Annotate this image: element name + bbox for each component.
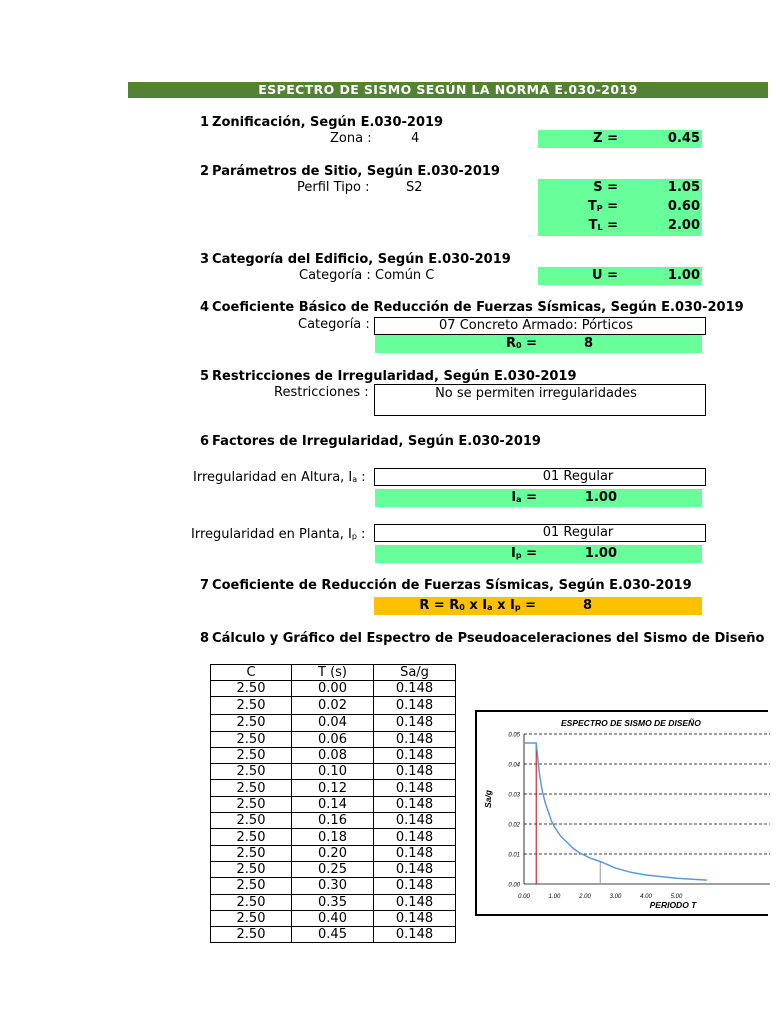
r0-value: 8 — [583, 336, 593, 351]
section-3-title: Categoría del Edificio, Según E.030-2019 — [212, 252, 511, 267]
table-header-cell: Sa/g — [374, 665, 456, 681]
table-cell[interactable]: 0.148 — [374, 894, 456, 910]
u-value: 1.00 — [667, 268, 700, 283]
table-row — [211, 878, 456, 894]
ia-value: 1.00 — [584, 490, 617, 505]
table-cell[interactable]: 0.25 — [292, 861, 374, 877]
section-4-heading: 4 Coeficiente Básico de Reducción de Fuerzas Sísmicas, Según E.030-2019 — [200, 300, 744, 315]
section-5-heading: 5 Restricciones de Irregularidad, Según E.030-2019 — [200, 369, 577, 384]
table-cell[interactable]: 0.148 — [374, 731, 456, 747]
x-axis-label: PERIODO T — [649, 900, 697, 910]
table-cell[interactable]: 2.50 — [211, 796, 292, 812]
table-header-row — [211, 665, 456, 681]
section-8-heading: 8 Cálculo y Gráfico del Espectro de Pseudoaceleraciones del Sismo de Diseño — [200, 631, 765, 646]
y-tick-label: 0.03 — [508, 792, 520, 799]
table-cell[interactable]: 0.148 — [374, 861, 456, 877]
section-8-title: Cálculo y Gráfico del Espectro de Pseudoaceleraciones del Sismo de Diseño — [212, 631, 765, 646]
table-row — [211, 927, 456, 943]
table-cell[interactable]: 2.50 — [211, 829, 292, 845]
table-header-cell: T (s) — [292, 665, 374, 681]
s-value: 1.05 — [667, 180, 700, 195]
irregularidad-planta-label: Irregularidad en Planta, $I_p$ : — [191, 527, 366, 542]
spectrum-chart — [475, 710, 768, 916]
table-row — [211, 697, 456, 715]
table-cell[interactable]: 2.50 — [211, 780, 292, 796]
table-cell[interactable]: 0.08 — [292, 747, 374, 763]
table-row — [211, 861, 456, 877]
y-tick-label: 0.02 — [508, 822, 520, 829]
table-header-cell: C — [211, 665, 292, 681]
title-banner — [128, 82, 768, 98]
table-cell[interactable]: 2.50 — [211, 813, 292, 829]
table-cell[interactable]: 2.50 — [211, 927, 292, 943]
table-cell[interactable]: 0.148 — [374, 681, 456, 697]
ip-value-box: $I_p$ = 1.00 — [375, 545, 702, 563]
sistema-value: 07 Concreto Armado: Pórticos — [439, 318, 633, 333]
z-value: 0.45 — [667, 131, 700, 146]
site-params-box: S = 1.05 $T_P$ = 0.60 $T_L$ = 2.00 — [538, 179, 702, 236]
table-cell[interactable]: 2.50 — [211, 697, 292, 715]
table-cell[interactable]: 0.45 — [292, 927, 374, 943]
table-row — [211, 829, 456, 845]
x-tick-label: 2.00 — [579, 894, 591, 900]
table-cell[interactable]: 2.50 — [211, 878, 292, 894]
zona-label: Zona : — [330, 131, 372, 146]
chart-title: ESPECTRO DE SISMO DE DISEÑO — [561, 718, 701, 728]
table-row — [211, 681, 456, 697]
ip-value: 1.00 — [584, 546, 617, 561]
table-cell[interactable]: 0.40 — [292, 910, 374, 926]
table-cell[interactable]: 0.14 — [292, 796, 374, 812]
y-tick-label: 0.05 — [508, 732, 520, 739]
categoria-edificio-label: Categoría : — [299, 268, 371, 283]
table-row — [211, 731, 456, 747]
tp-value: 0.60 — [667, 199, 700, 214]
table-cell[interactable]: 0.04 — [292, 715, 374, 731]
table-cell[interactable]: 2.50 — [211, 764, 292, 780]
table-cell[interactable]: 2.50 — [211, 715, 292, 731]
table-cell[interactable]: 0.30 — [292, 878, 374, 894]
table-cell[interactable]: 0.02 — [292, 697, 374, 715]
table-cell[interactable]: 2.50 — [211, 681, 292, 697]
irregularidad-planta-select[interactable] — [374, 524, 706, 542]
table-cell[interactable]: 0.10 — [292, 764, 374, 780]
table-cell[interactable]: 0.148 — [374, 845, 456, 861]
y-axis-label: Sa/g — [483, 790, 493, 808]
irregularidad-altura-select[interactable] — [374, 468, 706, 486]
tl-value: 2.00 — [667, 218, 700, 233]
section-3-heading: 3 Categoría del Edificio, Según E.030-2019 — [200, 252, 511, 267]
u-value-box: U = 1.00 — [538, 267, 702, 285]
table-cell[interactable]: 2.50 — [211, 731, 292, 747]
banner-title: ESPECTRO DE SISMO SEGÚN LA NORMA E.030-2019 — [258, 82, 638, 97]
table-cell[interactable]: 0.148 — [374, 878, 456, 894]
restricciones-label: Restricciones : — [274, 385, 369, 400]
y-tick-label: 0.01 — [508, 852, 520, 859]
table-cell[interactable]: 0.148 — [374, 910, 456, 926]
section-5-title: Restricciones de Irregularidad, Según E.030-2019 — [212, 369, 577, 384]
table-cell[interactable]: 0.16 — [292, 813, 374, 829]
table-cell[interactable]: 0.148 — [374, 697, 456, 715]
table-cell[interactable]: 0.148 — [374, 927, 456, 943]
irregularidad-planta-value: 01 Regular — [542, 525, 614, 540]
spectrum-chart-svg — [477, 712, 770, 918]
z-value-box: Z = 0.45 — [538, 130, 702, 148]
table-cell[interactable]: 0.148 — [374, 780, 456, 796]
irregularidad-altura-label: Irregularidad en Altura, $I_a$ : — [193, 470, 366, 485]
sistema-select[interactable] — [374, 317, 706, 335]
table-cell[interactable]: 0.06 — [292, 731, 374, 747]
table-cell[interactable]: 2.50 — [211, 894, 292, 910]
section-2-heading: 2 Parámetros de Sitio, Según E.030-2019 — [200, 164, 500, 179]
r-value: 8 — [582, 598, 592, 613]
restricciones-box[interactable] — [374, 384, 706, 416]
perfil-label: Perfil Tipo : — [297, 180, 370, 195]
x-tick-label: 5.00 — [670, 894, 683, 900]
section-4-title: Coeficiente Básico de Reducción de Fuerzas Sísmicas, Según E.030-2019 — [212, 300, 744, 315]
y-tick-label: 0.00 — [508, 882, 520, 889]
x-tick-label: 4.00 — [640, 894, 652, 900]
r0-value-box: $R_0$ = 8 — [375, 335, 702, 353]
table-cell[interactable]: 2.50 — [211, 861, 292, 877]
sistema-label: Categoría : — [298, 317, 370, 332]
table-cell[interactable]: 0.148 — [374, 829, 456, 845]
x-tick-label: 0.00 — [518, 894, 530, 900]
section-7-heading: 7 Coeficiente de Reducción de Fuerzas Sísmicas, Según E.030-2019 — [200, 578, 692, 593]
table-cell[interactable]: 0.18 — [292, 829, 374, 845]
spectrum-line — [524, 743, 707, 880]
section-6-title: Factores de Irregularidad, Según E.030-2019 — [212, 434, 541, 449]
table-row — [211, 813, 456, 829]
r-result-box — [374, 597, 702, 615]
restricciones-value: No se permiten irregularidades — [435, 386, 637, 401]
section-6-heading: 6 Factores de Irregularidad, Según E.030-2019 — [200, 434, 541, 449]
table-row — [211, 845, 456, 861]
table-row — [211, 780, 456, 796]
section-1-title: Zonificación, Según E.030-2019 — [212, 115, 444, 130]
table-row — [211, 764, 456, 780]
table-cell[interactable]: 0.148 — [374, 747, 456, 763]
x-tick-label: 3.00 — [609, 894, 622, 900]
irregularidad-altura-value: 01 Regular — [542, 469, 614, 484]
categoria-edificio-value[interactable]: Común C — [375, 268, 435, 283]
spectrum-table — [210, 664, 456, 943]
r-formula: $R = R_0$ x $I_a$ x $I_p$ = — [419, 598, 536, 613]
table-row — [211, 796, 456, 812]
table-cell[interactable]: 0.00 — [292, 681, 374, 697]
perfil-value[interactable]: S2 — [406, 180, 423, 195]
section-2-title: Parámetros de Sitio, Según E.030-2019 — [212, 164, 500, 179]
section-7-title: Coeficiente de Reducción de Fuerzas Sísmicas, Según E.030-2019 — [212, 578, 692, 593]
table-row — [211, 894, 456, 910]
table-cell[interactable]: 0.12 — [292, 780, 374, 796]
table-cell[interactable]: 0.148 — [374, 813, 456, 829]
table-row — [211, 910, 456, 926]
table-cell[interactable]: 0.148 — [374, 715, 456, 731]
ia-value-box: $I_a$ = 1.00 — [375, 489, 702, 507]
table-cell[interactable]: 2.50 — [211, 910, 292, 926]
section-1-heading: 1 Zonificación, Según E.030-2019 — [200, 115, 444, 130]
x-tick-label: 1.00 — [548, 894, 561, 900]
table-cell[interactable]: 0.35 — [292, 894, 374, 910]
table-cell[interactable]: 0.20 — [292, 845, 374, 861]
table-cell[interactable]: 0.148 — [374, 796, 456, 812]
table-row — [211, 715, 456, 731]
table-cell[interactable]: 2.50 — [211, 747, 292, 763]
table-row — [211, 747, 456, 763]
y-tick-label: 0.04 — [508, 762, 520, 769]
zona-value[interactable]: 4 — [411, 131, 420, 146]
table-cell[interactable]: 0.148 — [374, 764, 456, 780]
table-cell[interactable]: 2.50 — [211, 845, 292, 861]
